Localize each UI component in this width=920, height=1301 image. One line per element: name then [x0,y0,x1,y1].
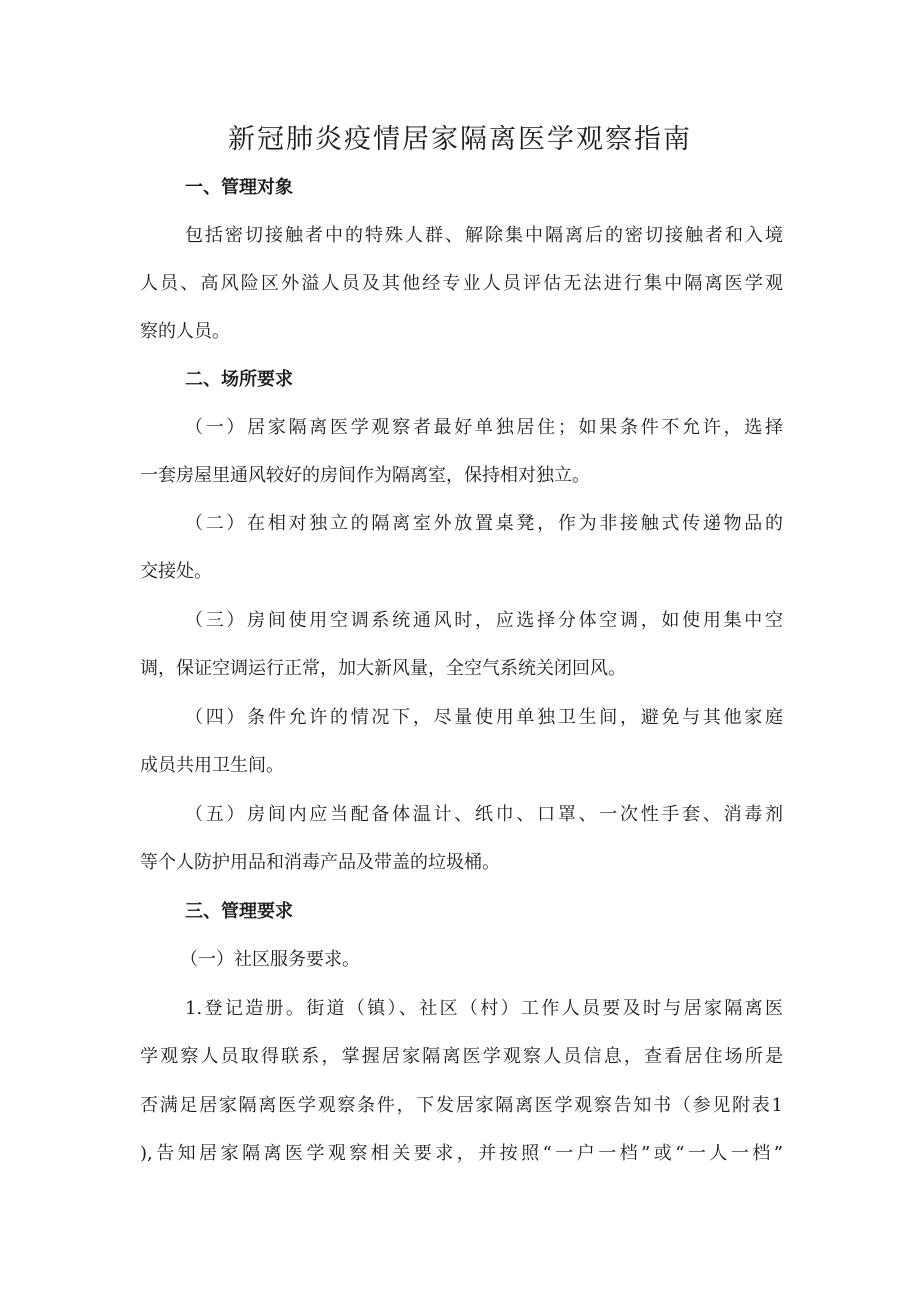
paragraph-line: 察的人员。 [140,321,230,342]
list-item-line: （五）房间内应当配备体温计、纸巾、口罩、一次性手套、消毒剂 [185,804,783,825]
page-title: 新冠肺炎疫情居家隔离医学观察指南 [228,124,692,155]
subheading-community-service: （一）社区服务要求。 [180,949,360,970]
list-item-line: 成员共用卫生间。 [140,755,284,776]
paragraph-line: 学观察人员取得联系，掌握居家隔离医学观察人员信息，查看居住场所是 [140,1046,783,1067]
list-item-line: （一）居家隔离医学观察者最好单独居住；如果条件不允许，选择 [185,417,783,438]
section-heading-management-target: 一、管理对象 [185,177,293,198]
paragraph-line: 否满足居家隔离医学观察条件，下发居家隔离医学观察告知书（参见附表1 [140,1095,783,1116]
list-item-line: 一套房屋里通风较好的房间作为隔离室，保持相对独立。 [140,465,590,486]
list-item-line: 交接处。 [140,561,212,582]
list-item-line: 等个人防护用品和消毒产品及带盖的垃圾桶。 [140,852,500,873]
paragraph-line: 1.登记造册。街道（镇）、社区（村）工作人员要及时与居家隔离医 [185,998,783,1019]
paragraph-line: 包括密切接触者中的特殊人群、解除集中隔离后的密切接触者和入境 [185,225,783,246]
list-item-line: （二）在相对独立的隔离室外放置桌凳，作为非接触式传递物品的 [185,513,783,534]
paragraph-line: ),告知居家隔离医学观察相关要求，并按照“一户一档”或“一人一档” [140,1143,783,1164]
section-heading-site-requirements: 二、场所要求 [185,369,293,390]
list-item-line: （三）房间使用空调系统通风时，应选择分体空调，如使用集中空 [185,610,783,631]
section-heading-management-requirements: 三、管理要求 [185,901,293,922]
list-item-line: 调，保证空调运行正常，加大新风量，全空气系统关闭回风。 [140,658,626,679]
paragraph-line: 人员、高风险区外溢人员及其他经专业人员评估无法进行集中隔离医学观 [140,273,783,294]
list-item-line: （四）条件允许的情况下，尽量使用单独卫生间，避免与其他家庭 [185,707,783,728]
